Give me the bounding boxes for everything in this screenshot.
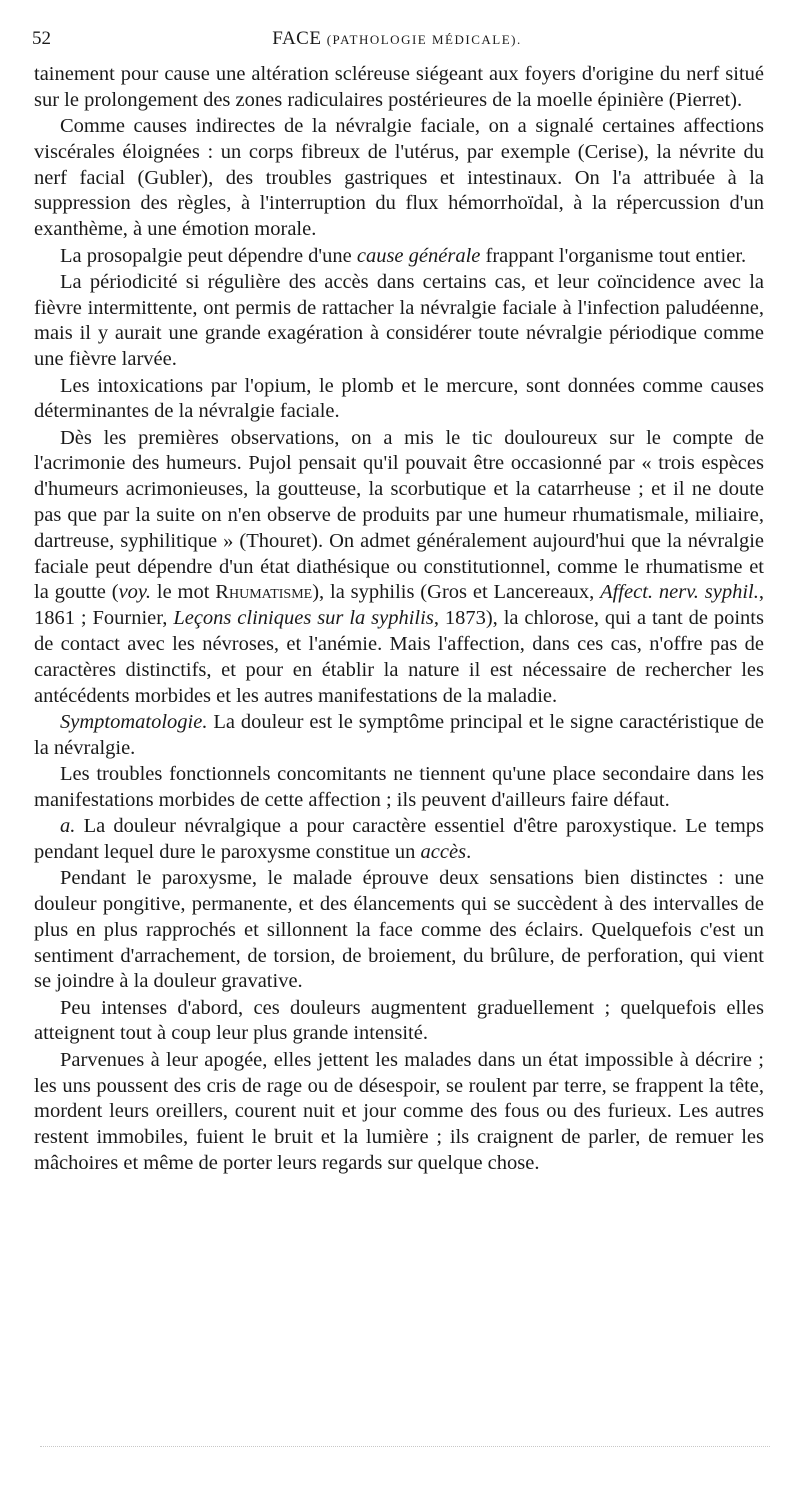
page-number: 52: [32, 28, 51, 49]
footer-divider: [40, 1446, 770, 1447]
paragraph-humours: Dès les premières observations, on a mis le tic douloureux sur le compte de l'acrimonie des humeurs. Pujol pensait qu'il pouvait être occasionné par « trois espèces d'humeurs acrimonieuses, la goutteuse, la scorbutique et la catarrheuse ; et il ne doute pas que par la suite on n'en observe de produits par une humeur rhumatismale, miliaire, dartreuse, syphilitique » (Thouret). On admet généralement aujourd'hui que la névralgie faciale peut dépendre d'un état diathésique ou constitutionnel, comme le rhumatisme et la goutte (voy. le mot Rhumatisme), la syphilis (Gros et Lancereaux, Affect. nerv. syphil., 1861 ; Fournier, Leçons cliniques sur la syphilis, 1873), la chlorose, qui a tant de points de contact avec les névroses, et l'anémie. Mais l'affection, dans ces cas, n'offre pas de caractères distinctifs, et pour en établir la nature il est nécessaire de rechercher les antécédents morbides et les autres manifestations de la maladie.: [34, 426, 764, 707]
running-head-title: FACE: [272, 28, 322, 49]
paragraph-intoxications: Les intoxications par l'opium, le plomb et le mercure, sont données comme causes déterminantes de la névralgie faciale.: [34, 374, 764, 423]
running-head: [32, 24, 762, 55]
paragraph-general-cause: La prosopalgie peut dépendre d'une cause générale frappant l'organisme tout entier.: [60, 244, 747, 267]
paragraph-continued: tainement pour cause une altération scléreuse siégeant aux foyers d'origine du nerf situé sur le prolongement des zones radiculaires postérieures de la moelle épinière (Pierret).: [34, 63, 764, 111]
paragraph-functional-troubles: Les troubles fonctionnels concomitants ne tiennent qu'une place secondaire dans les manifestations morbides de cette affection ; ils peuvent d'ailleurs faire défaut.: [34, 763, 764, 811]
paragraph-indirect-causes: Comme causes indirectes de la névralgie faciale, on a signalé certaines affections viscérales éloignées : un corps fibreux de l'utérus, par exemple (Cerise), la névrite du nerf facial (Gubler), des troubles gastriques et intestinaux. On l'a attribuée à la suppression des règles, à l'interruption du flux hémorrhoïdal, à la répercussion d'un exanthème, à une émotion morale.: [34, 115, 764, 241]
paragraph-periodicity: La périodicité si régulière des accès dans certains cas, et leur coïncidence avec la fièvre intermittente, ont permis de rattacher la névralgie faciale à l'infection paludéenne, mais il y aurait une grande exagération à considérer toute névralgie périodique comme une fièvre larvée.: [34, 270, 764, 371]
running-head-subtitle: (PATHOLOGIE MÉDICALE).: [326, 32, 522, 47]
paragraph-apogee: Parvenues à leur apogée, elles jettent les malades dans un état impossible à décrire ; les uns poussent des cris de rage ou de désespoir, se roulent par terre, se frappent la tête, mordent leurs oreillers, courent nuit et jour comme des fous ou des furieux. Les autres restent immobiles, fuient le bruit et la lumière ; ils craignent de parler, de remuer les mâchoires et même de porter leurs regards sur quelque chose.: [34, 1048, 764, 1174]
paragraph-paroxysmal-pain: a. La douleur névralgique a pour caractère essentiel d'être paroxystique. Le temps pendant lequel dure le paroxysme constitue un accès.: [34, 815, 764, 863]
body-text: [34, 62, 764, 1177]
paragraph-symptomatology: Symptomatologie. La douleur est le symptôme principal et le signe caractéristique de la névralgie.: [34, 710, 764, 759]
page-header: [32, 24, 762, 54]
paragraph-intensity: Peu intenses d'abord, ces douleurs augmentent graduellement ; quelquefois elles atteignent tout à coup leur plus grande intensité.: [34, 996, 764, 1045]
paragraph-paroxysm-sensations: Pendant le paroxysme, le malade éprouve deux sensations bien distinctes : une douleur pongitive, permanente, et des élancements qui se succèdent à des intervalles de plus en plus rapprochés et sillonnent la face comme des éclairs. Quelquefois c'est un sentiment d'arrachement, de torsion, de broiement, du brûlure, de perforation, qui vient se joindre à la douleur gravative.: [34, 867, 764, 993]
section-heading: Symptomatologie.: [60, 710, 208, 733]
